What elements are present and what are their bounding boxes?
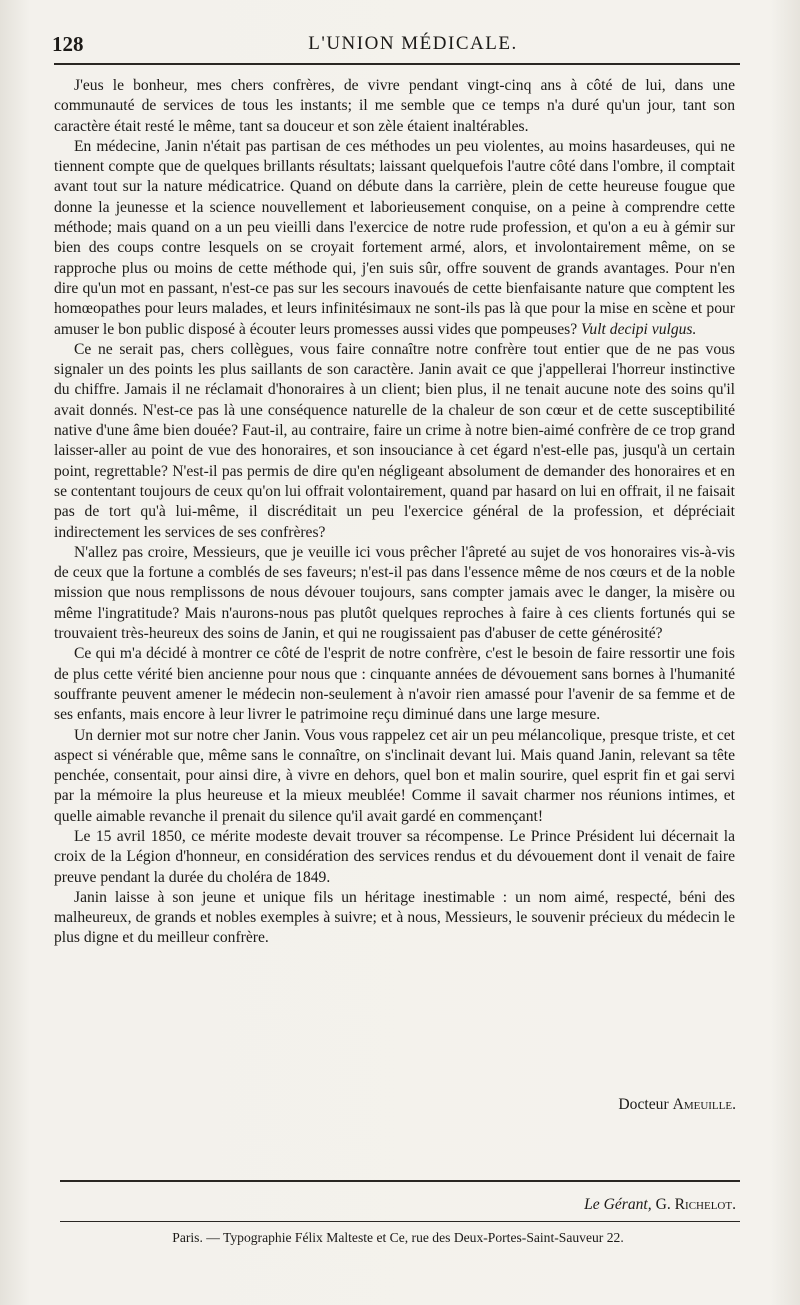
- running-head: L'UNION MÉDICALE.: [308, 33, 518, 54]
- paragraph: Ce qui m'a décidé à montrer ce côté de l'esprit de notre confrère, c'est le besoin de faire ressortir une fois de plus cette vérité bien ancienne pour nous que : cinquante années de dévouement sans bornes à l'humanité souffrante peuvent amener le médecin non-seulement à n'avoir rien amassé pour l'avenir de sa femme et de ses enfants, mais encore à leur livrer le patrimoine reçu diminué dans une large mesure.: [54, 645, 735, 724]
- latin-quote: Vult decipi vulgus.: [581, 320, 697, 338]
- paragraph: Janin laisse à son jeune et unique fils un héritage inestimable : un nom aimé, respecté, béni des malheureux, de grands et nobles exemples à suivre; et à nous, Messieurs, le souvenir précieux du médecin le plus digne et du meilleur confrère.: [54, 888, 735, 947]
- author-signature: [618, 1096, 736, 1114]
- printer-imprint: Paris. — Typographie Félix Malteste et Ce, rue des Deux-Portes-Saint-Sauveur 22.: [172, 1230, 624, 1245]
- footer-rule: [60, 1221, 740, 1222]
- signature-name: Ameuille.: [672, 1096, 736, 1113]
- paragraph: N'allez pas croire, Messieurs, que je veuille ici vous prêcher l'âpreté au sujet de vos honoraires vis-à-vis de ceux que la fortune a comblés de ses faveurs; n'est-il pas dans l'essence même de nos cœurs et de la noble mission que nous remplissons de nous dévouer toujours, sans compter jamais avec le danger, la misère ou même l'ingratitude? Mais n'aurons-nous pas plutôt quelques reproches à faire à ces clients fortunés qui se trouvaient très-heureux des soins de Janin, et qui ne rougissaient pas d'abuser de cette générosité?: [54, 543, 735, 643]
- paragraph-text: En médecine, Janin n'était pas partisan de ces méthodes un peu violentes, au moins hasardeuses, qui ne tiennent compte que de quelques brillants résultats; laissant quelquefois l'autre côté dans l'ombre, il comptait avant tout sur la nature médicatrice. Quand on débute dans la carrière, plein de cette heureuse fougue que donne la jeunesse et la science nouvellement et laborieusement conquise, on a peine à comprendre cette méthode; mais quand on a un peu vieilli dans l'exercice de notre rude profession, et qu'on a eu à gémir sur bien des coups contre lesquels on se croyait fortement armé, alors, et involontairement même, on se rapproche plus ou moins de cette méthode qui, j'en suis sûr, offre souvent de grands avantages. Pour n'en dire qu'un mot en passant, n'est-ce pas sur les secours inavoués de cette bienfaisante nature que comptent les homœopathes pour leurs malades, et leurs infinitésimaux ne sont-ils pas là que pour la mise en scène et pour amuser le bon public disposé à écouter leurs promesses aussi vides que pompeuses?: [54, 137, 735, 338]
- page-number: 128: [52, 32, 84, 56]
- gerant-line: [584, 1196, 736, 1214]
- footer-rule: [60, 1180, 740, 1182]
- page-header: [52, 32, 734, 58]
- article-body: [54, 76, 735, 949]
- header-rule: [54, 63, 740, 65]
- gerant-name: Richelot.: [674, 1196, 736, 1213]
- paragraph: [54, 137, 735, 340]
- paragraph: Ce ne serait pas, chers collègues, vous faire connaître notre confrère tout entier que de ne pas vous signaler un des points les plus saillants de son caractère. Janin avait ce que j'appellerai l'horreur instinctive du chiffre. Jamais il ne réclamait d'honoraires à un client; bien plus, il ne tenait aucune note des soins qu'il avait donnés. N'est-ce pas là une conséquence naturelle de la chaleur de son cœur et de cette susceptibilité native d'une âme bien douée? Faut-il, au contraire, faire un crime à notre bien-aimé confrère de ce trop grand laisser-aller au point de vue des honoraires, et son insouciance à cet égard n'est-elle pas, jusqu'à un certain point, regrettable? N'est-il pas permis de dire qu'en négligeant absolument de demander des honoraires et en se contentant toujours de ceux qu'on lui offrait volontairement, quand par hasard on lui en offrait, il ne faisait pas de tort qu'à lui-même, il discréditait un peu l'exercice général de la profession, et dépréciait indirectement les services de ses confrères?: [54, 340, 735, 541]
- signature-title: Docteur: [618, 1096, 669, 1113]
- paragraph: J'eus le bonheur, mes chers confrères, de vivre pendant vingt-cinq ans à côté de lui, dans une communauté de services de tous les instants; il me semble que ce temps n'a duré qu'un jour, tant son caractère était resté le même, tant sa douceur et son zèle étaient inaltérables.: [54, 77, 735, 135]
- gerant-label: Le Gérant,: [584, 1196, 652, 1213]
- gerant-initial: G.: [655, 1196, 671, 1213]
- paragraph: Un dernier mot sur notre cher Janin. Vous vous rappelez cet air un peu mélancolique, presque triste, et cet aspect si vénérable que, même sans le connaître, on s'inclinait devant lui. Mais quand Janin, relevant sa tête penchée, consentait, pour ainsi dire, à vivre en dehors, quel bon et malin sourire, quel esprit fin et gai servi par la mémoire la plus heureuse et la mieux meublée! Comme il savait charmer nos réunions intimes, et quelle aimable revanche il prenait du silence qu'il avait gardé en commençant!: [54, 726, 735, 825]
- paragraph: Le 15 avril 1850, ce mérite modeste devait trouver sa récompense. Le Prince Président lui décernait la croix de la Légion d'honneur, en considération des services rendus et du dévouement dont il venait de faire preuve pendant la durée du choléra de 1849.: [54, 827, 735, 886]
